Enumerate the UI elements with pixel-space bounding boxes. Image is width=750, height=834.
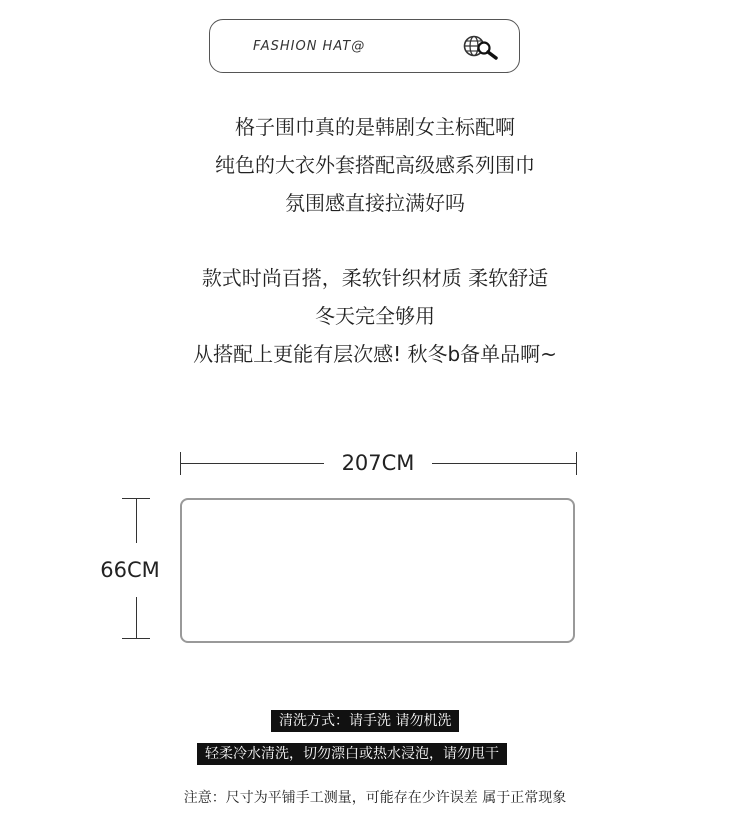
brand-text: FASHION HAT@ <box>253 39 366 54</box>
height-tick-top <box>122 498 150 499</box>
description-paragraph-1 <box>0 108 750 222</box>
measurement-note: 注意：尺寸为平铺手工测量，可能存在少许误差 属于正常现象 <box>183 790 567 806</box>
care-tag-1: 清洗方式：请手洗 请勿机洗 <box>271 710 459 732</box>
search-bar[interactable] <box>209 19 520 73</box>
description-line: 从搭配上更能有层次感! 秋冬b备单品啊~ <box>193 342 557 366</box>
description-line: 纯色的大衣外套搭配高级感系列围巾 <box>215 153 535 177</box>
width-tick-left <box>180 452 181 475</box>
width-tick-right <box>576 452 577 475</box>
description-line: 氛围感直接拉满好吗 <box>285 191 465 215</box>
description-line: 款式时尚百搭，柔软针织材质 柔软舒适 <box>201 266 549 290</box>
height-label: 66CM <box>98 543 162 597</box>
description-line: 格子围巾真的是韩剧女主标配啊 <box>235 115 515 139</box>
height-tick-bottom <box>122 638 150 639</box>
description-paragraph-2 <box>0 259 750 373</box>
scarf-outline <box>180 498 575 643</box>
width-label: 207CM <box>324 450 432 476</box>
globe-search-icon <box>462 34 502 60</box>
care-tag-2: 轻柔冷水清洗，切勿漂白或热水浸泡，请勿甩干 <box>197 743 507 765</box>
description-line: 冬天完全够用 <box>315 304 435 328</box>
